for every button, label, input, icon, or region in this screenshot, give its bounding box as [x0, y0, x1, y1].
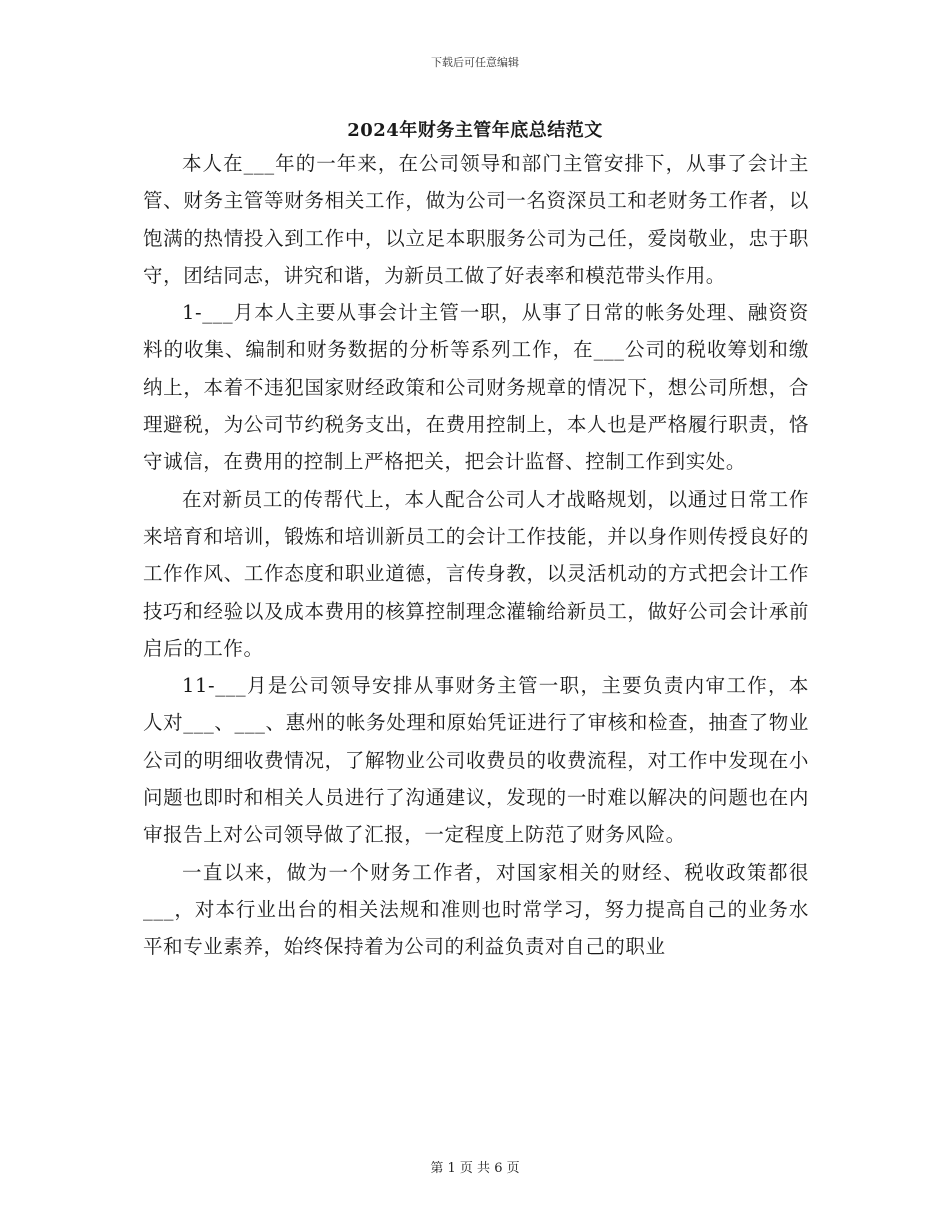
document-title: 2024年财务主管年底总结范文: [347, 120, 603, 141]
document-body: [143, 145, 809, 966]
page-header-note: 下载后可任意编辑: [431, 56, 519, 69]
paragraph: 一直以来，做为一个财务工作者，对国家相关的财经、税收政策都很___，对本行业出台的相关法规和准则也时常学习，努力提高自己的业务水平和专业素养，始终保持着为公司的利益负责对自己的职业: [143, 860, 809, 959]
page-number: 第 1 页 共 6 页: [430, 1161, 520, 1176]
paragraph: 1-___月本人主要从事会计主管一职，从事了日常的帐务处理、融资资料的收集、编制和财务数据的分析等系列工作，在___公司的税收筹划和缴纳上，本着不违犯国家财经政策和公司财务规章的情况下，想公司所想，合理避税，为公司节约税务支出，在费用控制上，本人也是严格履行职责，恪守诚信，在费用的控制上严格把关，把会计监督、控制工作到实处。: [143, 301, 809, 474]
paragraph: 本人在___年的一年来，在公司领导和部门主管安排下，从事了会计主管、财务主管等财务相关工作，做为公司一名资深员工和老财务工作者，以饱满的热情投入到工作中，以立足本职服务公司为己任，爱岗敬业，忠于职守，团结同志，讲究和谐，为新员工做了好表率和模范带头作用。: [143, 152, 809, 287]
paragraph: 11-___月是公司领导安排从事财务主管一职，主要负责内审工作，本人对___、___、惠州的帐务处理和原始凭证进行了审核和检查，抽查了物业公司的明细收费情况，了解物业公司收费员的收费流程，对工作中发现在小问题也即时和相关人员进行了沟通建议，发现的一时难以解决的问题也在内审报告上对公司领导做了汇报，一定程度上防范了财务风险。: [143, 674, 809, 847]
paragraph: 在对新员工的传帮代上，本人配合公司人才战略规划，以通过日常工作来培育和培训，锻炼和培训新员工的会计工作技能，并以身作则传授良好的工作作风、工作态度和职业道德，言传身教，以灵活机动的方式把会计工作技巧和经验以及成本费用的核算控制理念灌输给新员工，做好公司会计承前启后的工作。: [143, 487, 809, 660]
